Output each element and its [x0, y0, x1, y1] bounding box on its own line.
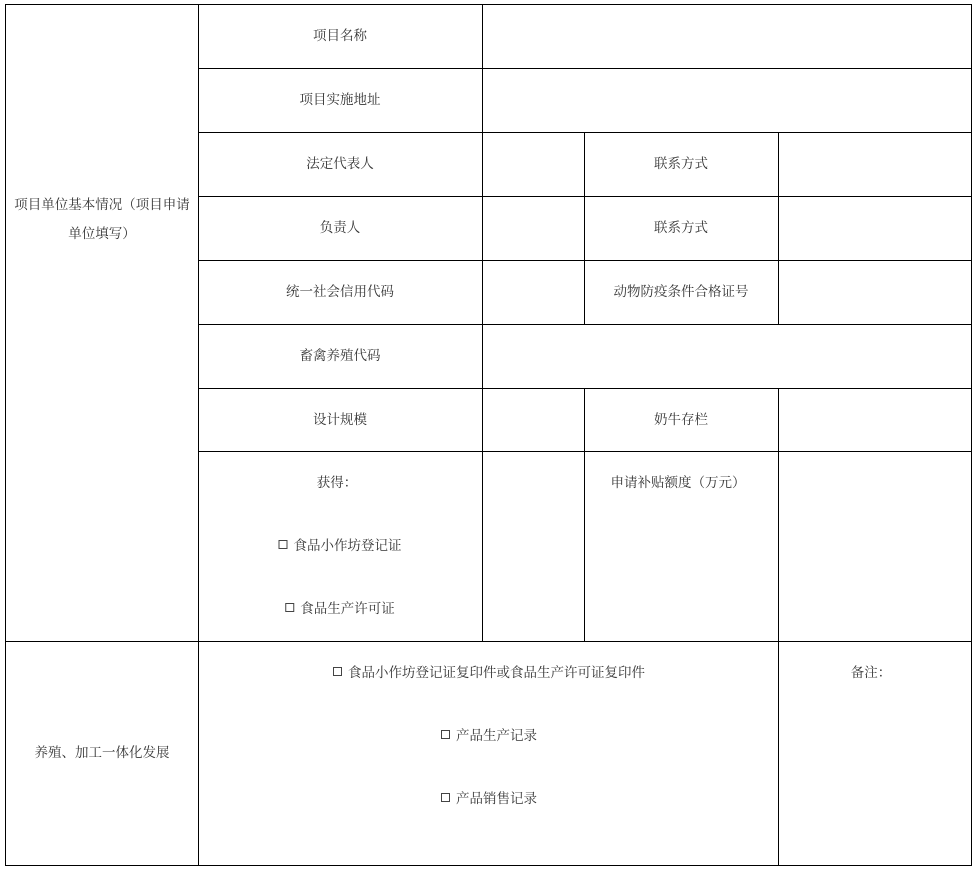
checkbox-icon[interactable] — [285, 603, 294, 612]
legal-representative-value[interactable] — [483, 133, 584, 196]
project-name-value[interactable] — [483, 5, 971, 68]
design-scale-label: 设计规模 — [313, 412, 367, 428]
production-record-label: 产品生产记录 — [456, 728, 537, 744]
checkbox-icon[interactable] — [441, 730, 450, 739]
cow-stock-label: 奶牛存栏 — [654, 412, 708, 428]
obtained-label: 获得： — [316, 475, 358, 491]
responsible-person-value[interactable] — [483, 197, 584, 260]
epidemic-certificate-label: 动物防疫条件合格证号 — [613, 284, 749, 300]
contact-label: 联系方式 — [654, 156, 708, 172]
livestock-code-value[interactable] — [483, 325, 971, 388]
remark-value[interactable] — [779, 690, 971, 865]
checkbox-icon[interactable] — [441, 793, 450, 802]
cow-stock-value[interactable] — [779, 389, 971, 451]
column-divider — [198, 4, 199, 866]
project-address-label: 项目实施地址 — [299, 92, 381, 108]
production-record-option[interactable] — [441, 727, 537, 745]
table-border-left — [5, 4, 6, 866]
credit-code-value[interactable] — [483, 261, 584, 324]
checkbox-icon[interactable] — [333, 667, 342, 676]
project-address-value[interactable] — [483, 69, 971, 132]
section-basic-info-header: 项目单位基本情况（项目申请单位填写） — [14, 197, 190, 242]
epidemic-certificate-value[interactable] — [779, 261, 971, 324]
column-divider — [584, 132, 585, 325]
responsible-person-label: 负责人 — [319, 220, 361, 236]
project-name-label: 项目名称 — [313, 28, 367, 44]
table-border-right — [971, 4, 972, 866]
obtained-value[interactable] — [483, 452, 584, 641]
production-license-option[interactable] — [285, 600, 395, 618]
copy-document-label: 食品小作坊登记证复印件或食品生产许可证复印件 — [348, 665, 645, 681]
subsidy-amount-value[interactable] — [779, 452, 971, 641]
checkbox-icon[interactable] — [279, 540, 288, 549]
workshop-certificate-label: 食品小作坊登记证 — [293, 538, 402, 554]
livestock-code-label: 畜禽养殖代码 — [299, 348, 381, 364]
contact-value[interactable] — [779, 197, 971, 260]
column-divider — [584, 388, 585, 642]
copy-document-option[interactable] — [333, 664, 645, 682]
contact-label: 联系方式 — [654, 220, 708, 236]
sales-record-label: 产品销售记录 — [456, 791, 537, 807]
credit-code-label: 统一社会信用代码 — [286, 284, 394, 300]
section-divider — [5, 641, 972, 642]
section-integration-header: 养殖、加工一体化发展 — [34, 745, 170, 761]
production-license-label: 食品生产许可证 — [300, 601, 395, 617]
subsidy-amount-label: 申请补贴额度（万元） — [610, 475, 746, 491]
sales-record-option[interactable] — [441, 790, 537, 808]
workshop-certificate-option[interactable] — [279, 537, 402, 555]
contact-value[interactable] — [779, 133, 971, 196]
legal-representative-label: 法定代表人 — [306, 156, 374, 172]
design-scale-value[interactable] — [483, 389, 584, 451]
table-border-bottom — [5, 865, 972, 866]
remark-label: 备注： — [850, 665, 892, 681]
